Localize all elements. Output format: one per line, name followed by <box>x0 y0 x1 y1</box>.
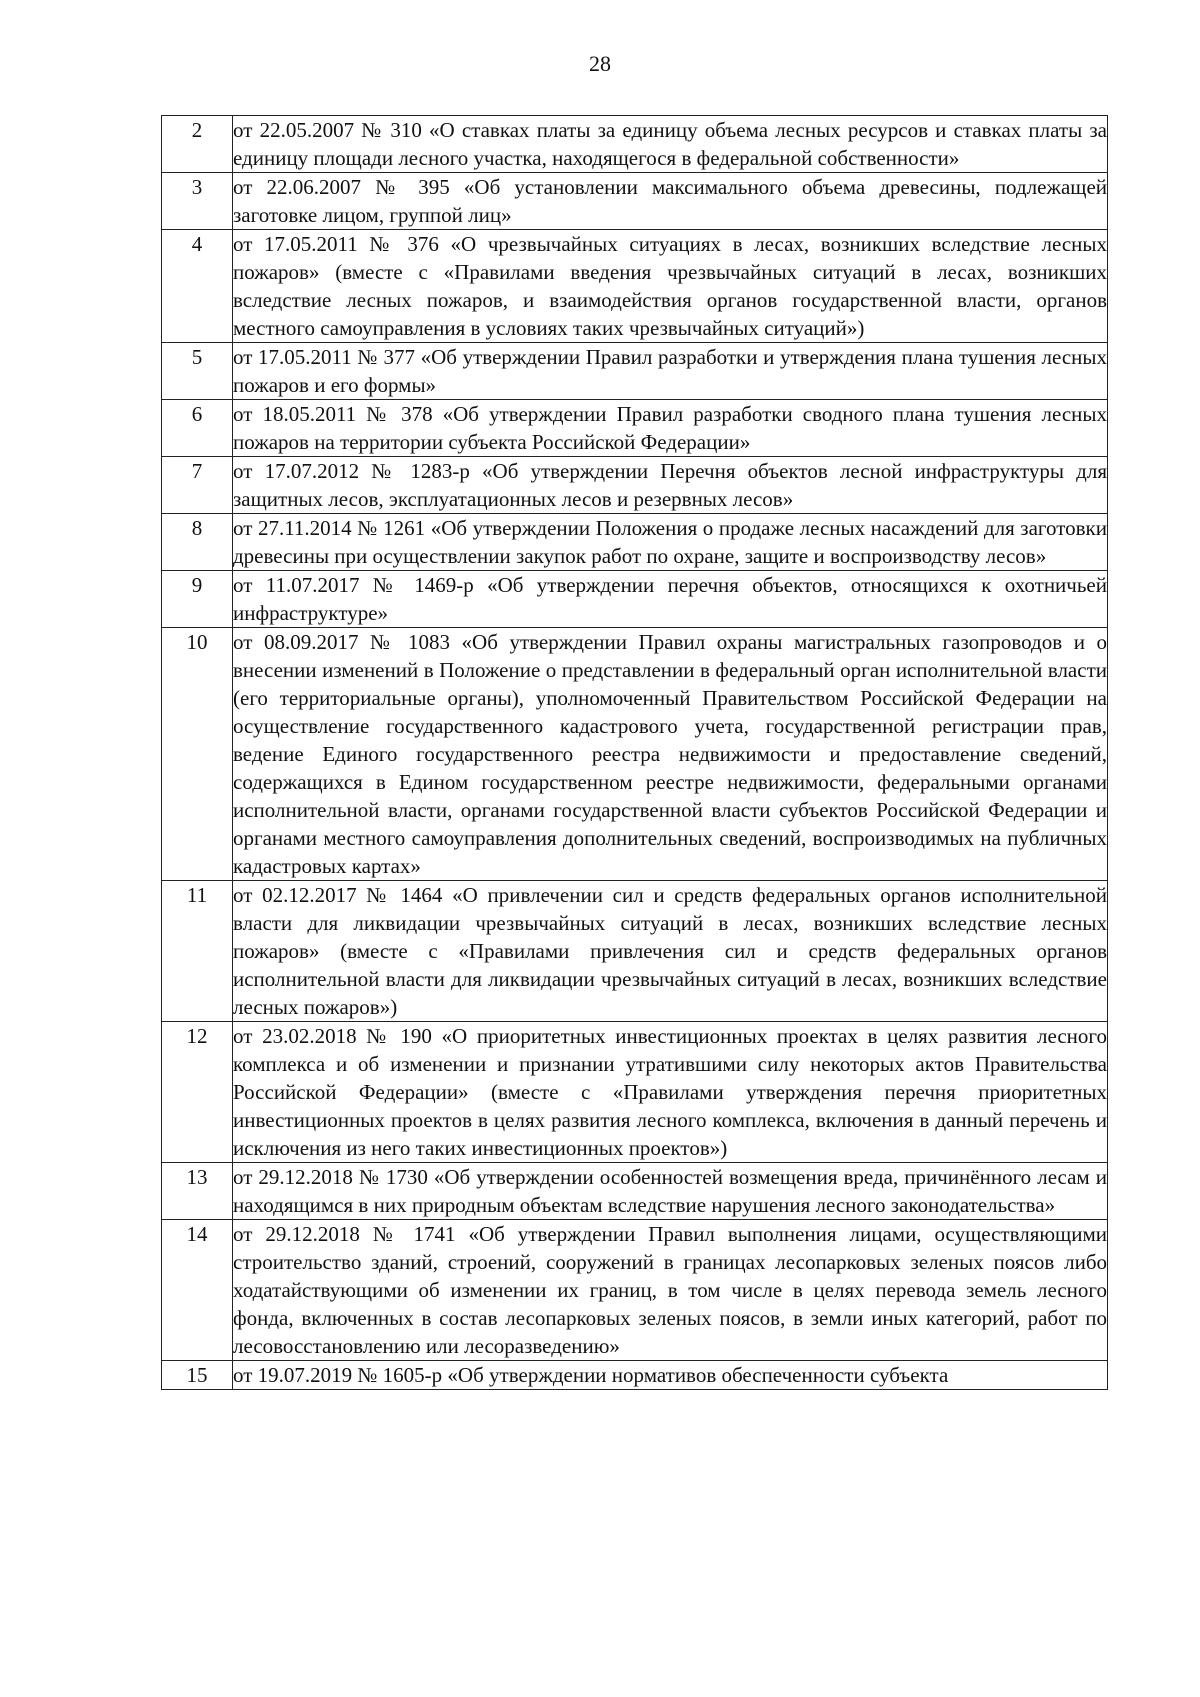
row-number: 8 <box>162 514 233 571</box>
table-row <box>162 514 1108 571</box>
row-number: 3 <box>162 173 233 230</box>
row-text: от 23.02.2018 № 190 «О приоритетных инвестиционных проектах в целях развития лесного комплекса и об изменении и признании утратившими силу некоторых актов Правительства Российской Федерации» (вместе с «Правилами утверждения перечня приоритетных инвестиционных проектов в целях развития лесного комплекса, включения в данный перечень и исключения из него таких инвестиционных проектов») <box>233 1022 1108 1163</box>
row-number: 6 <box>162 400 233 457</box>
regulations-table-body <box>162 116 1108 1390</box>
table-row <box>162 457 1108 514</box>
table-row <box>162 400 1108 457</box>
page-number: 28 <box>589 51 611 76</box>
row-text: от 17.05.2011 № 377 «Об утверждении Правил разработки и утверждения плана тушения лесных пожаров и его формы» <box>233 343 1108 400</box>
row-number: 11 <box>162 881 233 1022</box>
row-text: от 17.05.2011 № 376 «О чрезвычайных ситуациях в лесах, возникших вследствие лесных пожаров» (вместе с «Правилами введения чрезвычайных ситуаций в лесах, возникших вследствие лесных пожаров, и взаимодействия органов государственной власти, органов местного самоуправления в условиях таких чрезвычайных ситуаций») <box>233 230 1108 343</box>
table-row <box>162 343 1108 400</box>
row-number: 10 <box>162 628 233 881</box>
row-number: 14 <box>162 1220 233 1361</box>
table-row <box>162 116 1108 173</box>
regulations-table <box>161 115 1108 1390</box>
row-text: от 18.05.2011 № 378 «Об утверждении Правил разработки сводного плана тушения лесных пожаров на территории субъекта Российской Федерации» <box>233 400 1108 457</box>
row-text: от 02.12.2017 № 1464 «О привлечении сил и средств федеральных органов исполнительной власти для ликвидации чрезвычайных ситуаций в лесах, возникших вследствие лесных пожаров» (вместе с «Правилами привлечения сил и средств федеральных органов исполнительной власти для ликвидации чрезвычайных ситуаций в лесах, возникших вследствие лесных пожаров») <box>233 881 1108 1022</box>
table-row <box>162 230 1108 343</box>
row-number: 7 <box>162 457 233 514</box>
row-number: 15 <box>162 1361 233 1390</box>
row-text: от 11.07.2017 № 1469-р «Об утверждении перечня объектов, относящихся к охотничьей инфраструктуре» <box>233 571 1108 628</box>
table-row <box>162 1163 1108 1220</box>
table-row <box>162 628 1108 881</box>
row-text: от 17.07.2012 № 1283-р «Об утверждении Перечня объектов лесной инфраструктуры для защитных лесов, эксплуатационных лесов и резервных лесов» <box>233 457 1108 514</box>
table-row <box>162 1220 1108 1361</box>
table-row <box>162 1022 1108 1163</box>
row-number: 5 <box>162 343 233 400</box>
row-text: от 19.07.2019 № 1605-р «Об утверждении нормативов обеспеченности субъекта <box>233 1361 1108 1390</box>
row-number: 12 <box>162 1022 233 1163</box>
row-number: 4 <box>162 230 233 343</box>
table-row <box>162 173 1108 230</box>
row-text: от 29.12.2018 № 1741 «Об утверждении Правил выполнения лицами, осуществляющими строительство зданий, строений, сооружений в границах лесопарковых зеленых поясов либо ходатайствующими об изменении их границ, в том числе в целях перевода земель лесного фонда, включенных в состав лесопарковых зеленых поясов, в земли иных категорий, работ по лесовосстановлению или лесоразведению» <box>233 1220 1108 1361</box>
table-row <box>162 571 1108 628</box>
row-text: от 22.05.2007 № 310 «О ставках платы за единицу объема лесных ресурсов и ставках платы за единицу площади лесного участка, находящегося в федеральной собственности» <box>233 116 1108 173</box>
row-number: 13 <box>162 1163 233 1220</box>
row-number: 9 <box>162 571 233 628</box>
table-row <box>162 881 1108 1022</box>
row-number: 2 <box>162 116 233 173</box>
row-text: от 08.09.2017 № 1083 «Об утверждении Правил охраны магистральных газопроводов и о внесении изменений в Положение о представлении в федеральный орган исполнительной власти (его территориальные органы), уполномоченный Правительством Российской Федерации на осуществление государственного кадастрового учета, государственной регистрации прав, ведение Единого государственного реестра недвижимости и предоставление сведений, содержащихся в Едином государственном реестре недвижимости, федеральными органами исполнительной власти, органами государственной власти субъектов Российской Федерации и органами местного самоуправления дополнительных сведений, воспроизводимых на публичных кадастровых картах» <box>233 628 1108 881</box>
row-text: от 29.12.2018 № 1730 «Об утверждении особенностей возмещения вреда, причинённого лесам и находящимся в них природным объектам вследствие нарушения лесного законодательства» <box>233 1163 1108 1220</box>
table-row <box>162 1361 1108 1390</box>
row-text: от 27.11.2014 № 1261 «Об утверждении Положения о продаже лесных насаждений для заготовки древесины при осуществлении закупок работ по охране, защите и воспроизводству лесов» <box>233 514 1108 571</box>
row-text: от 22.06.2007 № 395 «Об установлении максимального объема древесины, подлежащей заготовке лицом, группой лиц» <box>233 173 1108 230</box>
